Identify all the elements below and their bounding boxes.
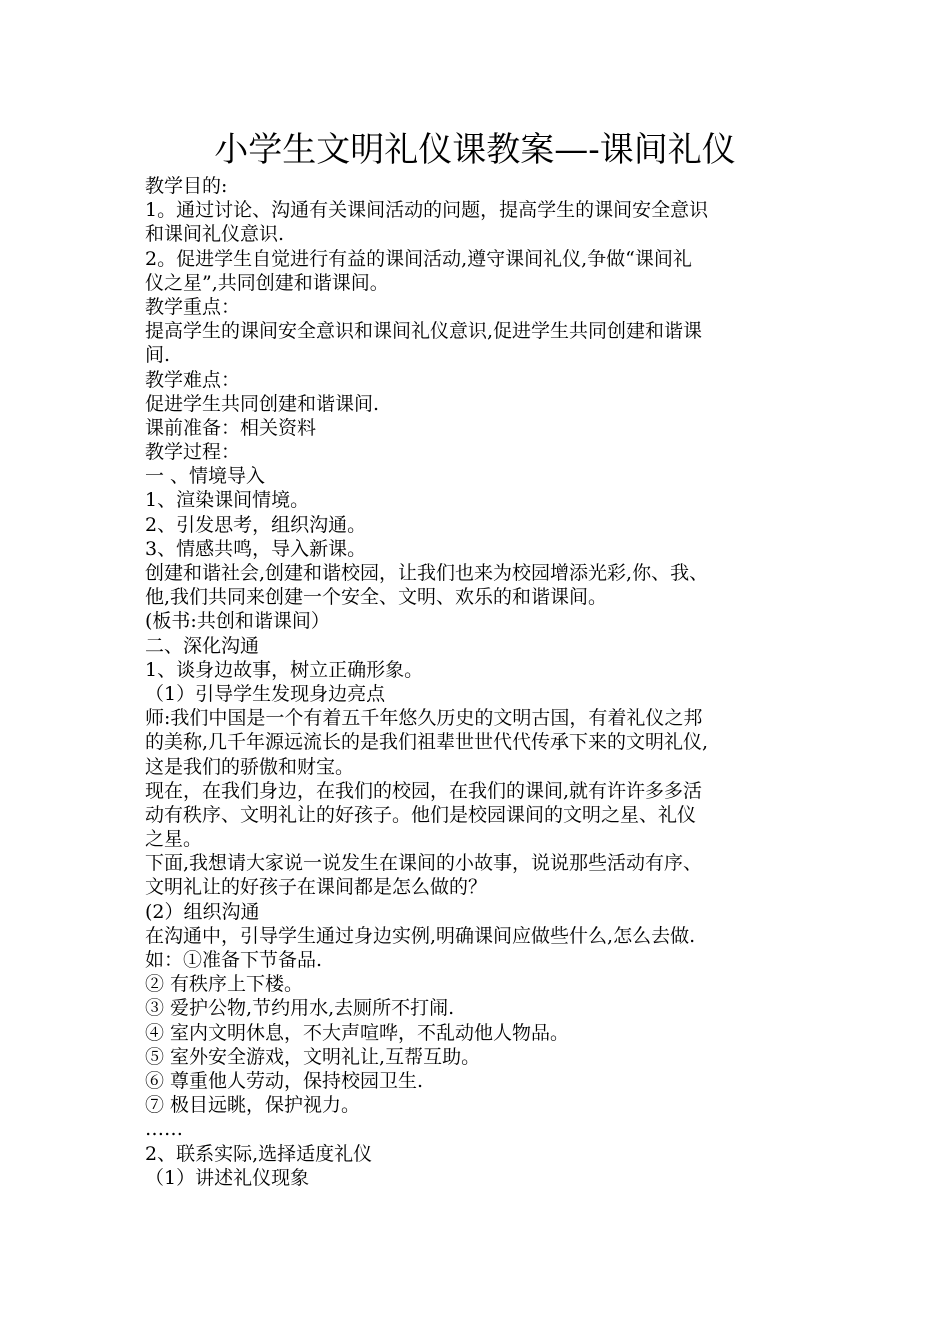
document-title: 小学生文明礼仪课教案—-课间礼仪: [214, 130, 736, 170]
text-line: 一 、情境导入: [145, 465, 266, 488]
text-line: ……: [145, 1118, 183, 1141]
text-line: 动有秩序、文明礼让的好孩子。他们是校园课间的文明之星、礼仪: [145, 803, 697, 826]
text-line: 促进学生共同创建和谐课间.: [145, 392, 380, 415]
text-line: ⑦ 极目远眺，保护视力。: [145, 1094, 361, 1117]
text-line: 和课间礼仪意识.: [145, 223, 285, 246]
text-line: ② 有秩序上下楼。: [145, 973, 304, 996]
text-line: 间.: [145, 344, 171, 367]
text-line: 提高学生的课间安全意识和课间礼仪意识,促进学生共同创建和谐课: [145, 320, 703, 343]
text-line: 仪之星”,共同创建和谐课间。: [145, 271, 389, 294]
text-line: 1。通过讨论、沟通有关课间活动的问题，提高学生的课间安全意识: [145, 199, 709, 222]
text-line: （1）讲述礼仪现象: [145, 1166, 310, 1189]
text-line: 他,我们共同来创建一个安全、文明、欢乐的和谐课间。: [145, 586, 608, 609]
text-line: 之星。: [145, 828, 203, 851]
text-line: 1、谈身边故事，树立正确形象。: [145, 658, 424, 681]
text-line: 这是我们的骄傲和财宝。: [145, 755, 355, 778]
text-line: (板书:共创和谐课间）: [145, 610, 330, 633]
text-line: 教学重点：: [145, 295, 241, 318]
text-line: 在沟通中，引导学生通过身边实例,明确课间应做些什么,怎么去做.: [145, 924, 696, 947]
text-line: 创建和谐社会,创建和谐校园，让我们也来为校园增添光彩,你、我、: [145, 562, 709, 584]
text-line: (2）组织沟通: [145, 900, 260, 923]
text-line: 2、联系实际,选择适度礼仪: [145, 1142, 373, 1165]
text-line: ④ 室内文明休息，不大声喧哗，不乱动他人物品。: [145, 1021, 570, 1044]
text-line: 如：①准备下节备品.: [145, 949, 323, 971]
text-line: 3、情感共鸣，导入新课。: [145, 537, 367, 560]
text-line: （1）引导学生发现身边亮点: [145, 682, 386, 705]
document-body: [145, 174, 805, 1190]
text-line: 师:我们中国是一个有着五千年悠久历史的文明古国，有着礼仪之邦: [145, 707, 703, 730]
text-line: 课前准备：相关资料: [145, 416, 317, 439]
text-line: 2、引发思考，组织沟通。: [145, 513, 367, 536]
text-line: ⑥ 尊重他人劳动，保持校园卫生.: [145, 1069, 424, 1092]
text-line: 2。促进学生自觉进行有益的课间活动,遵守课间礼仪,争做“课间礼: [145, 247, 692, 270]
text-line: 现在，在我们身边，在我们的校园，在我们的课间,就有许许多多活: [145, 779, 703, 802]
text-line: 教学过程：: [145, 441, 241, 464]
text-line: 教学目的:: [145, 175, 228, 197]
text-line: 下面,我想请大家说一说发生在课间的小故事，说说那些活动有序、: [145, 852, 703, 875]
text-line: 1、渲染课间情境。: [145, 489, 310, 512]
text-line: 二、深化沟通: [145, 634, 260, 657]
text-line: ③ 爱护公物,节约用水,去厕所不打闹.: [145, 997, 455, 1020]
text-line: 文明礼让的好孩子在课间都是怎么做的？: [145, 876, 488, 899]
text-line: ⑤ 室外安全游戏，文明礼让,互帮互助。: [145, 1045, 481, 1068]
text-line: 教学难点：: [145, 368, 241, 391]
text-line: 的美称,几千年源远流长的是我们祖辈世世代代传承下来的文明礼仪,: [145, 731, 709, 754]
